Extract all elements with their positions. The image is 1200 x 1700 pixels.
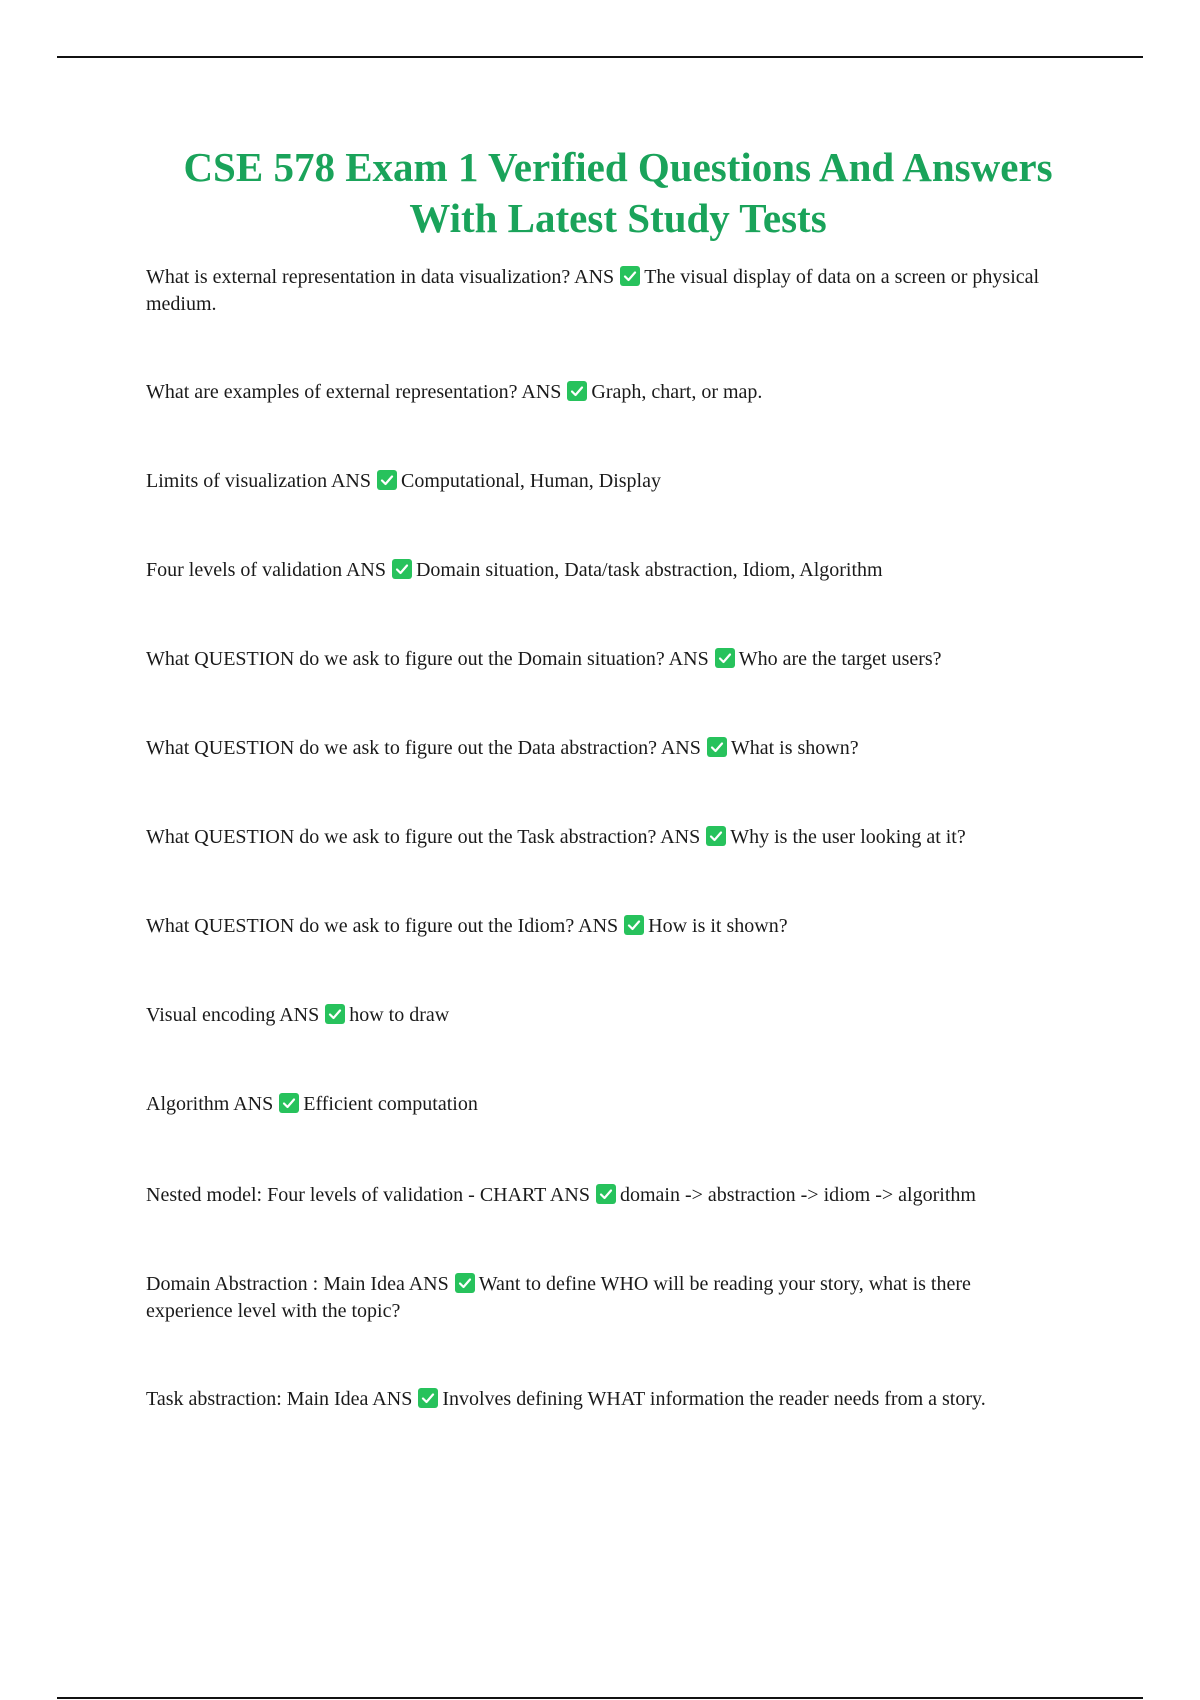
qa-item-4 [146, 557, 1046, 584]
check-box-icon [707, 737, 727, 757]
page-title [100, 142, 1136, 244]
answer-text: Graph, chart, or map. [591, 381, 763, 403]
check-box-icon [418, 1388, 438, 1408]
answer-text: Computational, Human, Display [401, 470, 661, 492]
question-text: Task abstraction: Main Idea ANS [146, 1388, 413, 1410]
check-box-icon [567, 381, 587, 401]
qa-item-8 [146, 913, 1046, 940]
check-box-icon [706, 826, 726, 846]
question-text: What is external representation in data visualization? ANS [146, 266, 615, 288]
qa-item-11 [146, 1182, 1046, 1209]
qa-item-2 [146, 379, 1046, 406]
qa-item-9 [146, 1002, 1046, 1029]
qa-item-5 [146, 646, 1046, 673]
bottom-rule [57, 1697, 1143, 1699]
answer-text: How is it shown? [648, 915, 788, 937]
check-box-icon [455, 1273, 475, 1293]
qa-item-7 [146, 824, 1046, 851]
check-box-icon [325, 1004, 345, 1024]
answer-text: Efficient computation [303, 1093, 478, 1115]
question-text: Nested model: Four levels of validation - CHART ANS [146, 1184, 590, 1206]
answer-text: Domain situation, Data/task abstraction, Idiom, Algorithm [415, 559, 883, 581]
check-box-icon [715, 648, 735, 668]
check-box-icon [596, 1184, 616, 1204]
top-rule [57, 56, 1143, 58]
qa-item-13 [146, 1386, 1046, 1413]
qa-item-1 [146, 264, 1046, 318]
qa-item-10 [146, 1091, 1046, 1118]
answer-text: Who are the target users? [738, 648, 942, 670]
check-box-icon [392, 559, 412, 579]
answer-text: Want to define WHO will be reading your story, what is there experience level with the topic? [146, 1273, 971, 1322]
question-text: What QUESTION do we ask to figure out the Data abstraction? ANS [146, 737, 701, 759]
answer-text: Involves defining WHAT information the reader needs from a story. [442, 1388, 986, 1410]
answer-text: What is shown? [730, 737, 859, 759]
qa-item-12 [146, 1271, 1046, 1325]
check-box-icon [377, 470, 397, 490]
question-text: What are examples of external representation? ANS [146, 381, 562, 403]
check-box-icon [620, 266, 640, 286]
title-line-2: With Latest Study Tests [409, 195, 827, 241]
answer-text: The visual display of data on a screen or physical medium. [146, 266, 1040, 315]
question-text: Four levels of validation ANS [146, 559, 386, 581]
qa-item-6 [146, 735, 1046, 762]
answer-text: how to draw [349, 1004, 450, 1026]
check-box-icon [279, 1093, 299, 1113]
title-line-1: CSE 578 Exam 1 Verified Questions And Answers [183, 144, 1053, 190]
question-text: What QUESTION do we ask to figure out the Idiom? ANS [146, 915, 619, 937]
question-text: What QUESTION do we ask to figure out the Domain situation? ANS [146, 648, 709, 670]
answer-text: Why is the user looking at it? [730, 826, 966, 848]
question-text: What QUESTION do we ask to figure out the Task abstraction? ANS [146, 826, 701, 848]
question-text: Algorithm ANS [146, 1093, 274, 1115]
question-text: Limits of visualization ANS [146, 470, 371, 492]
question-text: Domain Abstraction : Main Idea ANS [146, 1273, 449, 1295]
answer-text: domain -> abstraction -> idiom -> algorithm [619, 1184, 976, 1206]
check-box-icon [624, 915, 644, 935]
question-text: Visual encoding ANS [146, 1004, 320, 1026]
qa-item-3 [146, 468, 1046, 495]
